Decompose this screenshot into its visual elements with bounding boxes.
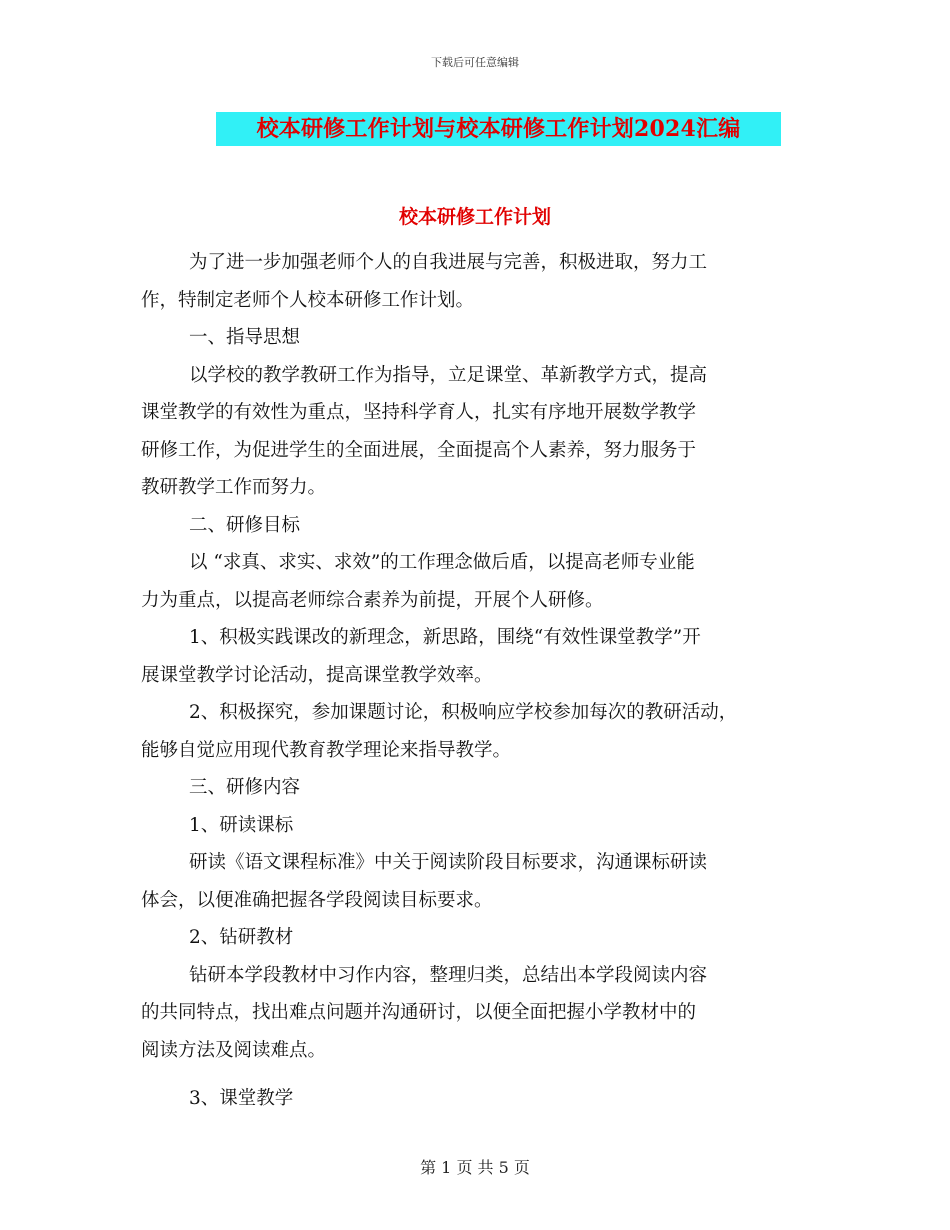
paragraph-line: 2、积极探究，参加课题讨论，积极响应学校参加每次的教研活动， xyxy=(189,702,738,723)
heading-guiding-thought: 一、指导思想 xyxy=(189,327,301,348)
document-title: 校本研修工作计划与校本研修工作计划2024汇编 xyxy=(256,116,741,142)
paragraph-line: 作，特制定老师个人校本研修工作计划。 xyxy=(141,289,475,311)
paragraph-line: 以学校的教学教研工作为指导，立足课堂、革新教学方式，提高 xyxy=(189,364,708,386)
subheading-classroom-teaching: 3、课堂教学 xyxy=(189,1088,294,1109)
header-note: 下载后可任意编辑 xyxy=(431,56,519,69)
paragraph-line: 的共同特点，找出难点问题并沟通研讨，以便全面把握小学教材中的 xyxy=(141,1002,697,1023)
paragraph-line: 以 “求真、求实、求效”的工作理念做后盾，以提高老师专业能 xyxy=(189,552,695,573)
paragraph-line: 研修工作，为促进学生的全面进展，全面提高个人素养，努力服务于 xyxy=(141,439,697,461)
spacer xyxy=(141,1069,816,1080)
paragraph-line: 课堂教学的有效性为重点，坚持科学育人，扎实有序地开展数学教学 xyxy=(141,402,697,423)
page-footer: 第 1 页 共 5 页 xyxy=(420,1158,530,1177)
subheading-study-standards: 1、研读课标 xyxy=(189,814,294,836)
paragraph-line: 能够自觉应用现代教育教学理论来指导教学。 xyxy=(141,739,512,761)
paragraph-line: 体会，以便准确把握各学段阅读目标要求。 xyxy=(141,889,493,911)
section-title: 校本研修工作计划 xyxy=(398,206,551,228)
heading-training-content: 三、研修内容 xyxy=(189,777,301,798)
paragraph-line: 研读《语文课程标准》中关于阅读阶段目标要求，沟通课标研读 xyxy=(189,852,708,873)
paragraph-line: 钻研本学段教材中习作内容，整理归类，总结出本学段阅读内容 xyxy=(189,964,708,986)
paragraph-line: 阅读方法及阅读难点。 xyxy=(141,1039,327,1061)
paragraph-line: 1、积极实践课改的新理念，新思路，围绕“有效性课堂教学”开 xyxy=(189,627,701,648)
paragraph-line: 展课堂教学讨论活动，提高课堂教学效率。 xyxy=(141,664,493,686)
heading-training-goals: 二、研修目标 xyxy=(189,514,301,536)
document-body xyxy=(141,244,816,1118)
document-title-highlight xyxy=(216,112,781,146)
paragraph-line: 力为重点，以提高老师综合素养为前提，开展个人研修。 xyxy=(141,589,604,611)
subheading-study-textbooks: 2、钻研教材 xyxy=(189,927,294,948)
paragraph-line: 为了进一步加强老师个人的自我进展与完善，积极进取，努力工 xyxy=(189,252,708,273)
paragraph-line: 教研教学工作而努力。 xyxy=(141,477,327,498)
